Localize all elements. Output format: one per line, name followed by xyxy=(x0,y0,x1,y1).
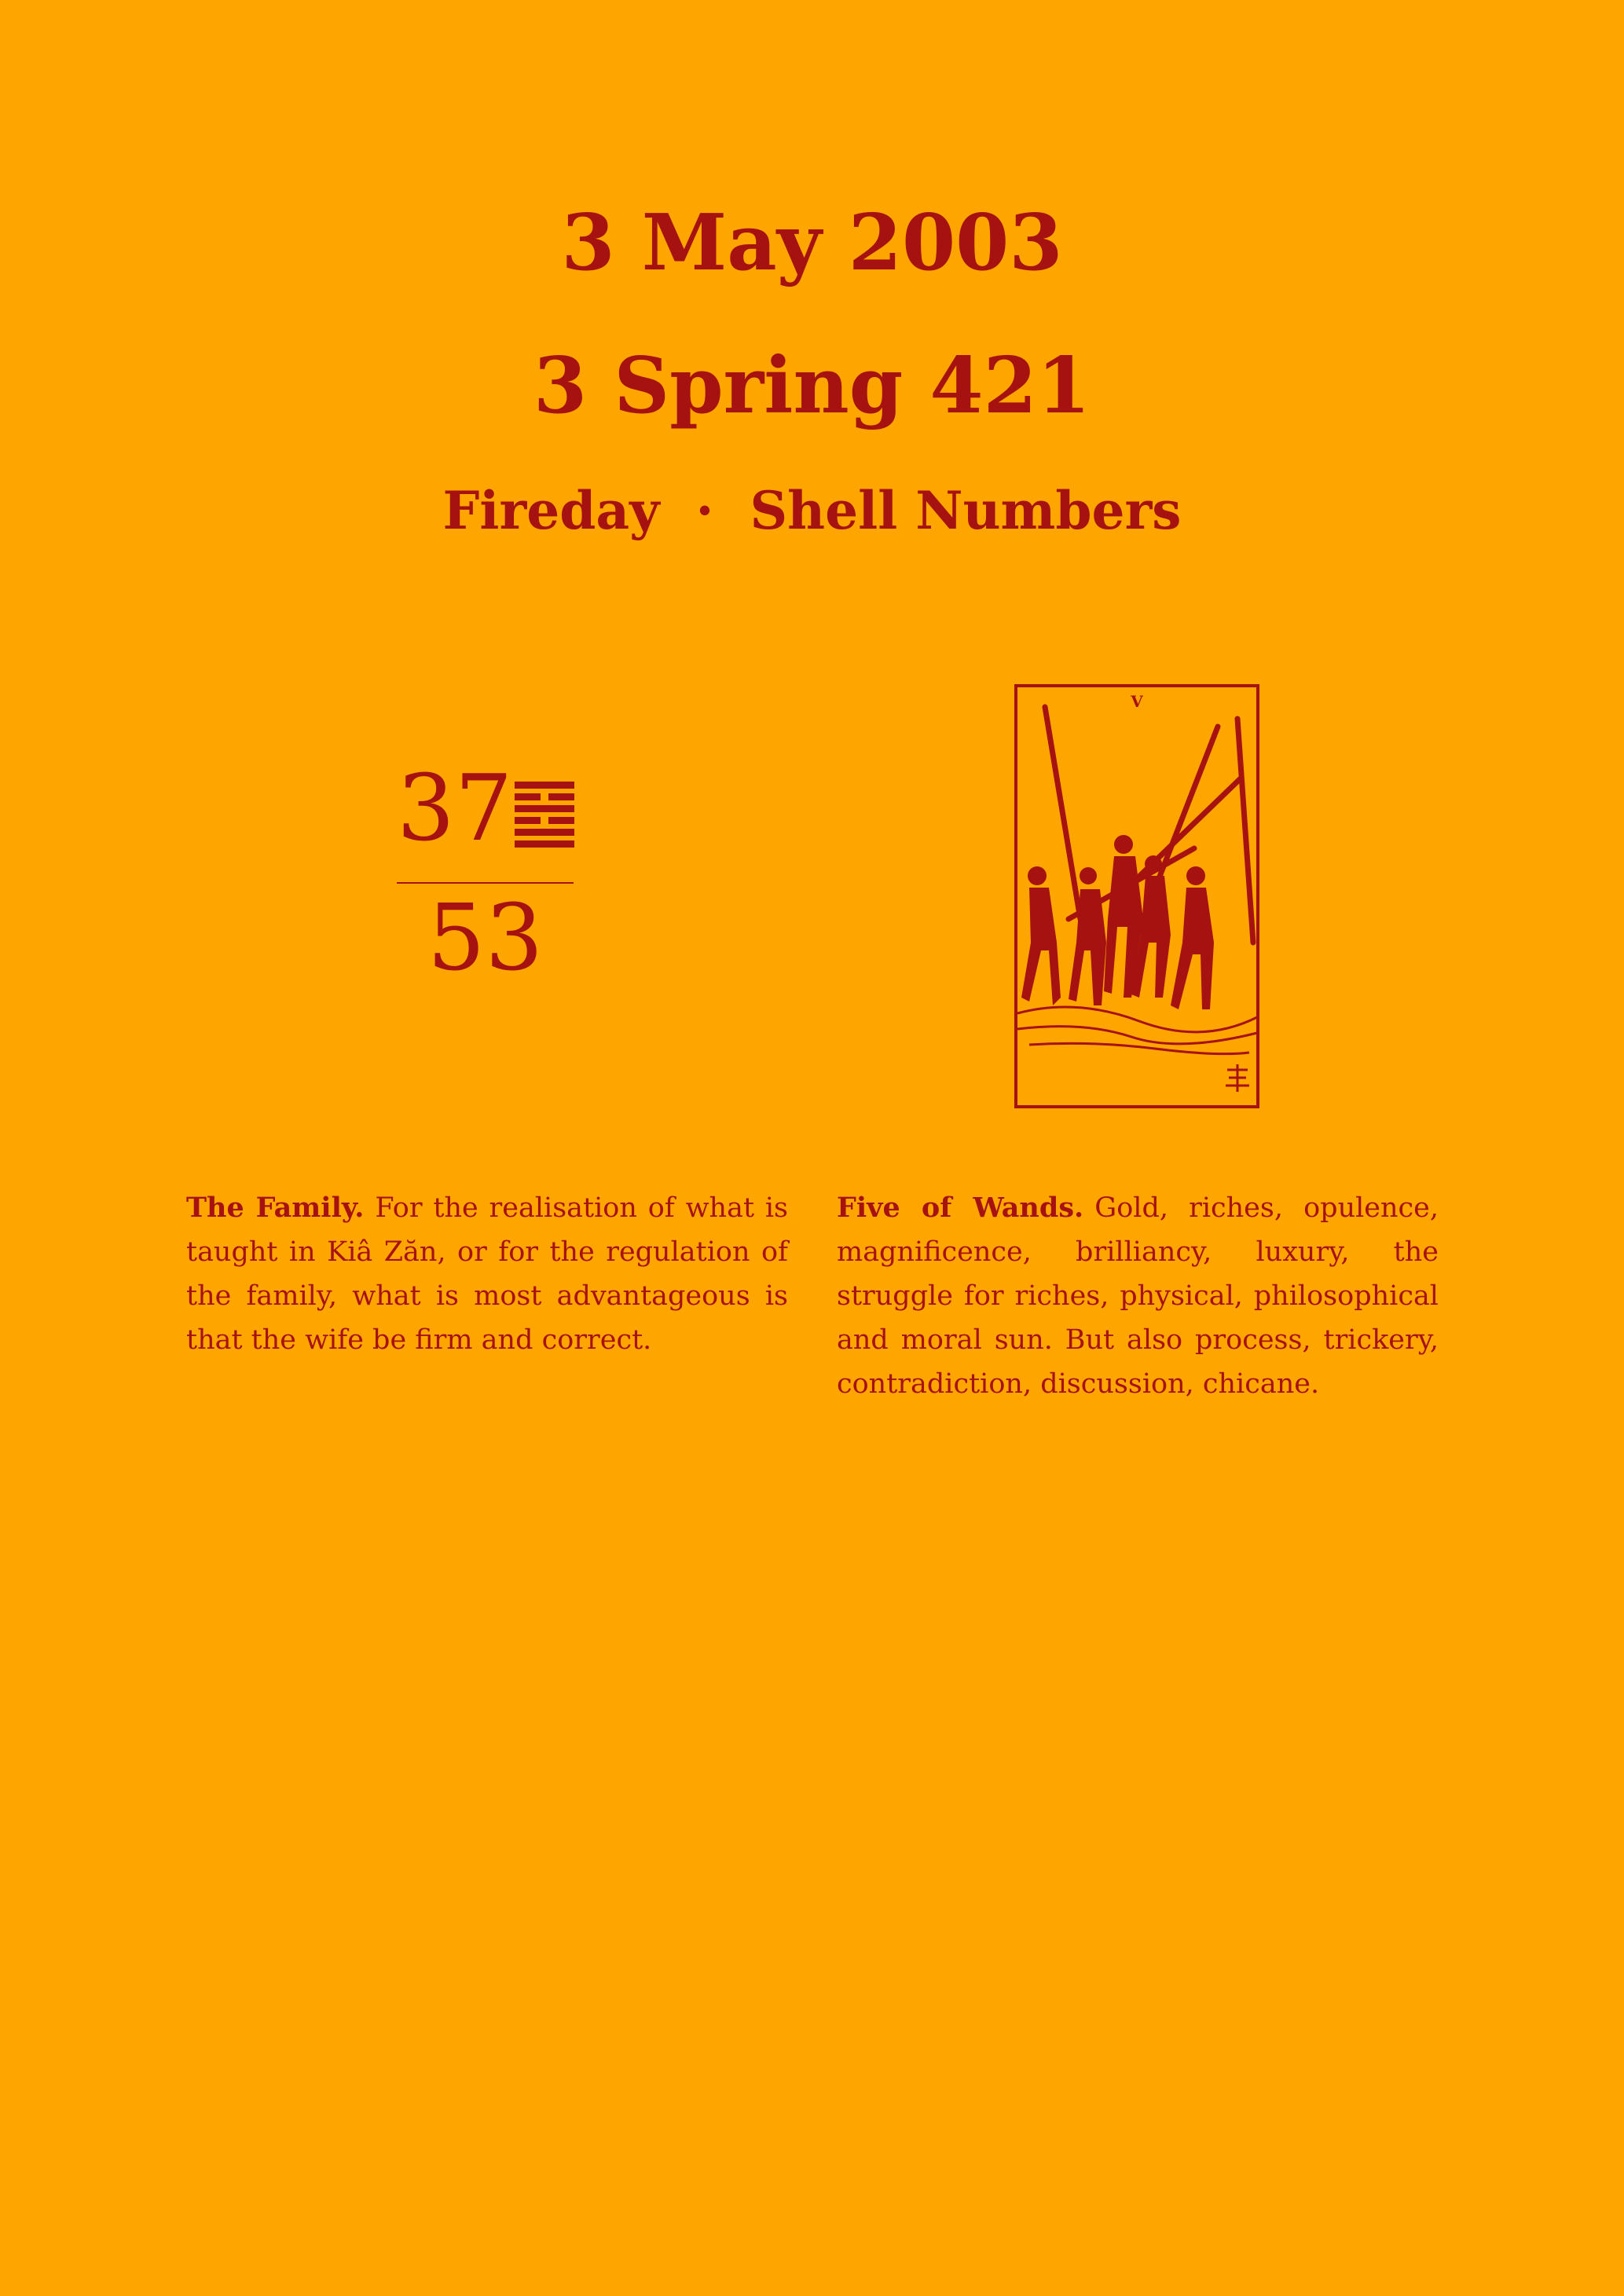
hexagram-line-5 xyxy=(515,829,574,836)
tarot-card-five-of-wands xyxy=(1014,683,1260,1109)
card-description xyxy=(837,1186,1439,1406)
hexagram-text: For the realisation of what is taught in Kiâ Zăn, or for the regulation of the family, what is most advantageous is that the wife be firm and correct. xyxy=(186,1192,788,1356)
date-gregorian: 3 May 2003 xyxy=(561,198,1063,288)
day-name: Shell Numbers xyxy=(750,480,1182,541)
weekday: Fireday xyxy=(442,480,660,541)
day-line xyxy=(0,478,1624,544)
hexagram-line-1 xyxy=(515,782,574,789)
monogram-icon xyxy=(1226,1064,1249,1092)
hexagram-number-top: 37 xyxy=(397,756,513,862)
card-title: Five of Wands. xyxy=(837,1192,1084,1224)
hexagram-title: The Family. xyxy=(186,1192,365,1224)
separator-dot: · xyxy=(695,480,714,541)
card-numeral: V xyxy=(1131,692,1143,711)
hexagram-icon xyxy=(515,782,574,852)
hexagram-description xyxy=(186,1186,788,1362)
card-text: Gold, riches, opulence, magnificence, brilliancy, luxury, the struggle for riches, physical, philosophical and moral sun. But also process, trickery, contradiction, discussion, chicane. xyxy=(837,1192,1439,1400)
hexagram-line-4 xyxy=(515,817,574,824)
hexagram-line-6 xyxy=(515,840,574,848)
date-alternate-calendar: 3 Spring 421 xyxy=(533,341,1091,431)
hexagram-number-bottom: 53 xyxy=(427,885,544,991)
hexagram-line-2 xyxy=(515,793,574,800)
fraction-bar xyxy=(397,882,574,884)
figures xyxy=(1021,835,1214,1009)
ground-lines xyxy=(1017,1007,1257,1054)
hexagram-line-3 xyxy=(515,805,574,812)
